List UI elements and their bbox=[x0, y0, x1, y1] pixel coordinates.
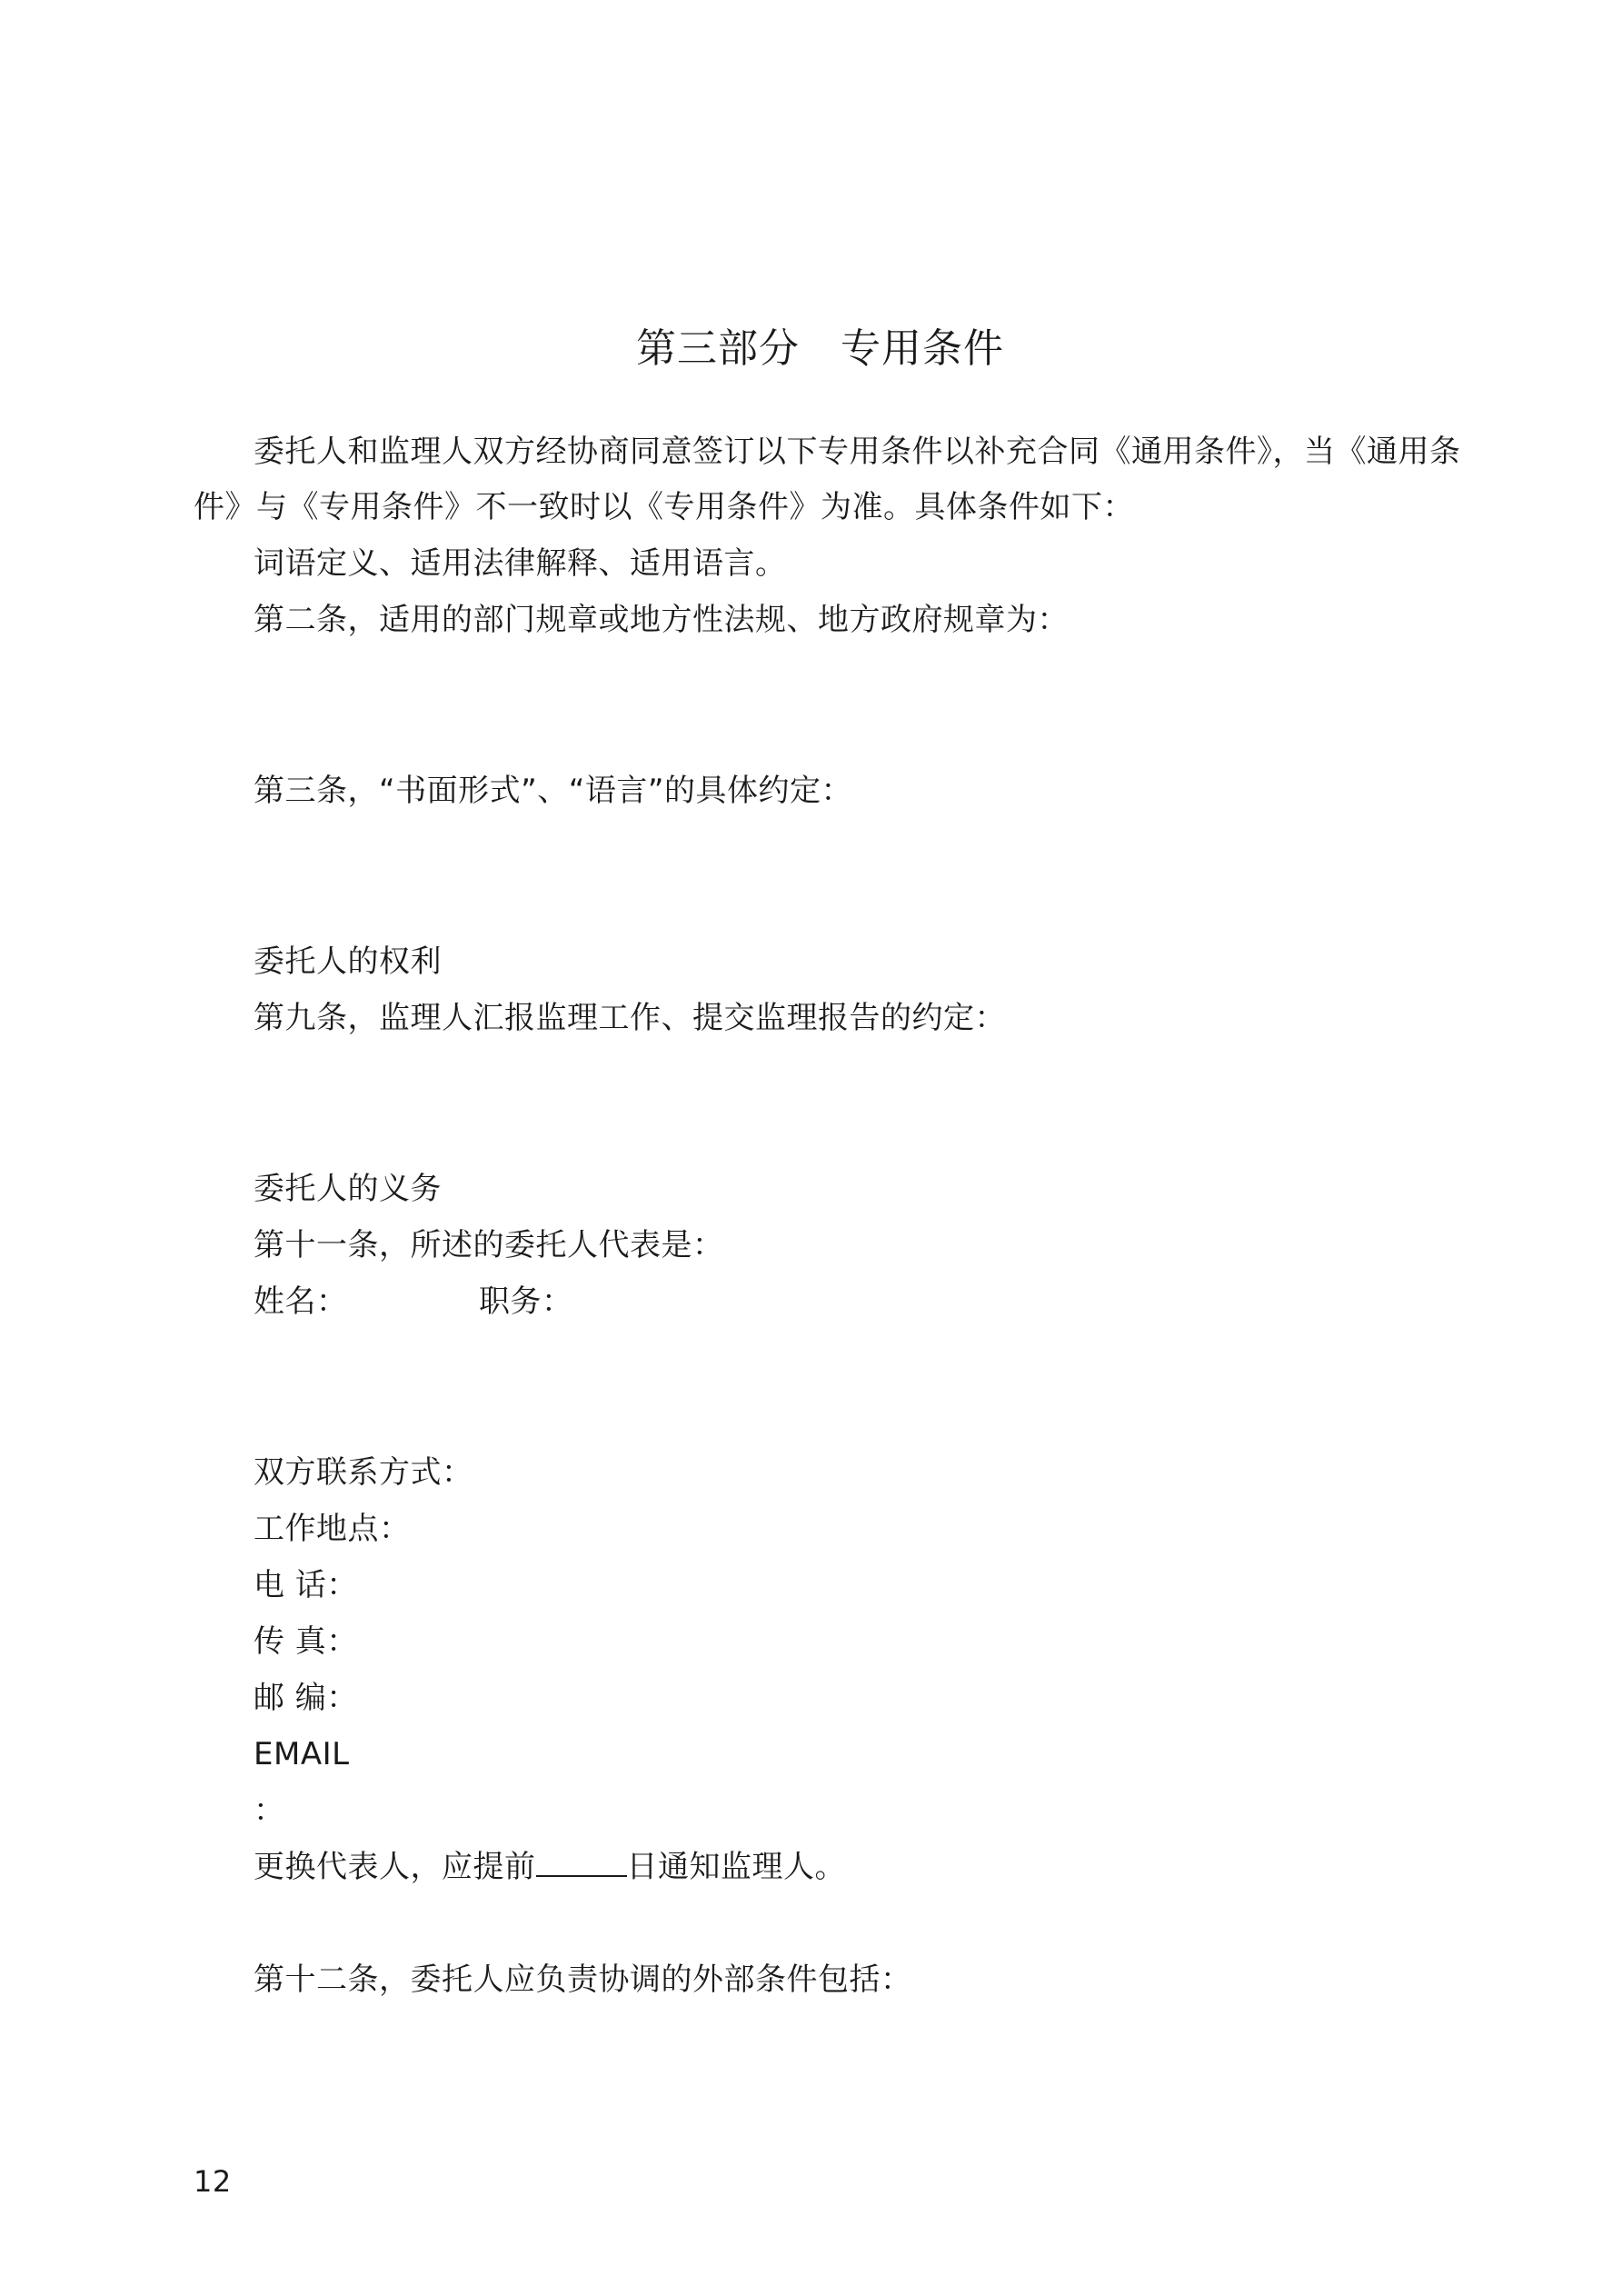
replace-rep-suffix: 日通知监理人。 bbox=[626, 1849, 846, 1885]
article-11: 第十一条，所述的委托人代表是： bbox=[254, 1227, 724, 1263]
phone-label: 电 话： bbox=[254, 1567, 358, 1603]
article-2: 第二条，适用的部门规章或地方性法规、地方政府规章为： bbox=[254, 602, 1069, 638]
fax-label: 传 真： bbox=[254, 1623, 358, 1660]
days-blank bbox=[536, 1848, 627, 1877]
page-title: 第三部分 专用条件 bbox=[636, 325, 1004, 372]
intro-paragraph-line2: 件》与《专用条件》不一致时以《专用条件》为准。具体条件如下： bbox=[194, 489, 1134, 525]
postcode-label: 邮 编： bbox=[254, 1680, 358, 1716]
article-9: 第九条，监理人汇报监理工作、提交监理报告的约定： bbox=[254, 1000, 1006, 1036]
client-obligations-heading: 委托人的义务 bbox=[254, 1171, 442, 1207]
contact-heading: 双方联系方式： bbox=[254, 1454, 473, 1491]
intro-paragraph-line1: 委托人和监理人双方经协商同意签订以下专用条件以补充合同《通用条件》，当《通用条 bbox=[254, 434, 1461, 470]
email-colon: ： bbox=[254, 1792, 285, 1829]
rep-position-label: 职务： bbox=[479, 1283, 573, 1320]
email-label: EMAIL bbox=[254, 1736, 350, 1772]
replace-representative-line bbox=[254, 1845, 846, 1889]
replace-rep-prefix: 更换代表人，应提前 bbox=[254, 1849, 536, 1885]
article-3: 第三条，“书面形式”、“语言”的具体约定： bbox=[254, 773, 852, 809]
definitions-heading: 词语定义、适用法律解释、适用语言。 bbox=[254, 545, 787, 582]
page-number: 12 bbox=[194, 2164, 232, 2199]
work-location-label: 工作地点： bbox=[254, 1511, 411, 1547]
client-rights-heading: 委托人的权利 bbox=[254, 943, 442, 980]
article-12: 第十二条，委托人应负责协调的外部条件包括： bbox=[254, 1962, 912, 1998]
rep-name-label: 姓名： bbox=[254, 1283, 348, 1320]
